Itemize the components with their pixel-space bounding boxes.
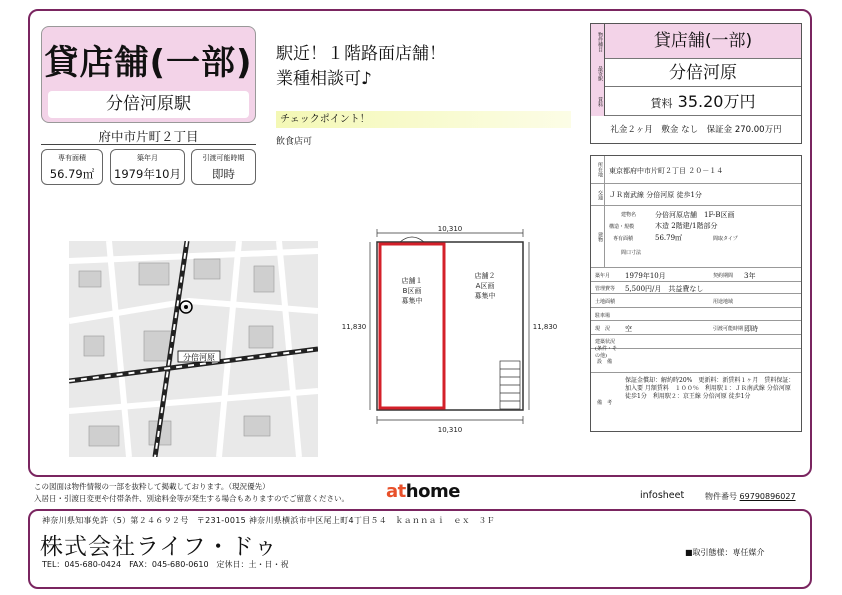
unit2-block: A区画 — [475, 282, 495, 290]
company-name: 株式会社ライフ・ドゥ — [40, 534, 279, 560]
summary-panel — [590, 23, 802, 144]
unit1-status: 募集中 — [401, 297, 423, 305]
status-value: 空 — [625, 325, 632, 333]
rent-label: 賃料 — [650, 97, 673, 110]
unit1-name: 店舗１ — [401, 277, 423, 285]
station-label: 分倍河原駅 — [48, 91, 249, 118]
area-value: 56.79㎡ — [655, 234, 683, 242]
area-map — [69, 241, 318, 457]
row-parking: 駐車場 — [591, 308, 801, 321]
summary-station: 分倍河原 — [605, 59, 801, 87]
map-station-label: 分倍河原 — [183, 353, 215, 362]
summary-side-type: 物件種目 — [591, 24, 605, 59]
property-type-title: 貸店舗(一部) — [44, 43, 253, 83]
catch-line-1: 駅近！１階路面店舗！ — [276, 44, 446, 64]
remarks-value: 保証金償却：解約時20% 更新料：新賃料１ヶ月 賃料保証：加入要 月額賃料 １００％ 利用駅１：ＪＲ南武線 分倍河原 徒歩1分 利用駅２：京王線 分倍河原 徒歩1分 — [625, 377, 795, 400]
license-line: 神奈川県知事免許（5）第２４６９２号 〒231-0015 神奈川県横浜市中区尾上町4丁目５４ ｋａｎｎａｉ ｅｘ ３Ｆ — [42, 516, 495, 525]
title-box — [41, 26, 256, 123]
catch-line-2: 業種相談可♪ — [276, 69, 372, 89]
rent-value: 35.20万円 — [677, 92, 756, 111]
row-conditions: 建築状況(条件・その他) — [591, 335, 801, 349]
row-built: 築年月 1979年10月 契約期間 3年 — [591, 268, 801, 282]
floor-plan-graphic — [340, 226, 560, 436]
spec-area: 専有面積 56.79㎡ — [41, 149, 103, 185]
summary-type: 貸店舗(一部) — [605, 24, 801, 59]
row-status: 現 況 空 引渡可能時期 即時 — [591, 321, 801, 335]
available-value: 即時 — [744, 325, 758, 333]
summary-rent-row — [605, 87, 801, 116]
summary-side-rent: 賃料 — [591, 87, 605, 116]
floor-plan — [340, 226, 560, 436]
company-contact: TEL：045-680-0424 FAX：045-680-0610 定休日：土・日・祝 — [42, 560, 289, 569]
lease-value: 3年 — [744, 272, 756, 280]
mgmt-value: 5,500円/月 共益費なし — [625, 285, 704, 293]
plan-height-right: 11,830 — [532, 323, 558, 331]
plan-height-left: 11,830 — [341, 323, 367, 331]
unit2-name: 店舗２ — [474, 272, 496, 280]
plan-highlight-unit — [380, 244, 444, 408]
spec-available: 引渡可能時期 即時 — [191, 149, 256, 185]
row-mgmt: 管理費等 5,500円/月 共益費なし — [591, 282, 801, 294]
row-location: 所在地 東京都府中市片町２丁目 ２０－１４ — [591, 156, 801, 184]
spec-built: 築年月 1979年10月 — [110, 149, 185, 185]
detail-table — [590, 155, 802, 432]
disclaimer-2: 入居日・引渡日変更や付帯条件、別途料金等が発生する場合もありますのでご留意ください。 — [34, 494, 349, 503]
checkpoint-text: 飲食店可 — [276, 137, 313, 147]
row-building: 建物 建物名 分倍河原店舗 1F-B区画 構造・規模 木造 2階建/1階部分 専有面積 56.79㎡ 間取タイプ 間口寸法 — [591, 206, 801, 268]
row-remarks: 備 考 保証金償却：解約時20% 更新料：新賃料１ヶ月 賃料保証：加入要 月額賃料 １００％ 利用駅１：ＪＲ南武線 分倍河原 徒歩1分 利用駅２：京王線 分倍河原 徒歩1分 — [591, 373, 801, 431]
row-transport: 交通 ＪＲ南武線 分倍河原 徒歩1分 — [591, 184, 801, 206]
infosheet-label: infosheet — [640, 490, 685, 501]
map-graphic — [69, 241, 318, 457]
location-value: 東京都府中市片町２丁目 ２０－１４ — [609, 167, 724, 175]
row-equipment: 設 備 — [591, 349, 801, 373]
athome-logo: athome — [386, 481, 460, 502]
plan-width-bottom: 10,310 — [437, 426, 463, 434]
address-underline — [41, 144, 256, 145]
disclaimer-1: この図面は物件情報の一部を抜粋して掲載しております。（現況優先） — [34, 482, 270, 491]
unit2-status: 募集中 — [474, 292, 496, 300]
plan-width-top: 10,310 — [437, 226, 463, 233]
row-land: 土地面積 用途地域 — [591, 294, 801, 308]
unit1-block: B区画 — [402, 287, 422, 295]
transaction-type: ■取引態様：専任媒介 — [685, 548, 765, 557]
property-number: 物件番号 69790896027 — [705, 492, 796, 501]
checkpoint-bar: チェックポイント！ — [276, 111, 571, 128]
transport-value: ＪＲ南武線 分倍河原 徒歩1分 — [609, 191, 702, 199]
summary-fees: 礼金２ヶ月 敷金 なし 保証金 270.00万円 — [610, 125, 782, 135]
building-name: 分倍河原店舗 1F-B区画 — [655, 211, 735, 219]
address: 府中市片町２丁目 — [98, 129, 199, 144]
summary-side-station: 最寄駅 — [591, 59, 605, 87]
property-number-value: 69790896027 — [739, 492, 796, 501]
structure-value: 木造 2階建/1階部分 — [655, 222, 718, 230]
built-value: 1979年10月 — [625, 272, 666, 280]
